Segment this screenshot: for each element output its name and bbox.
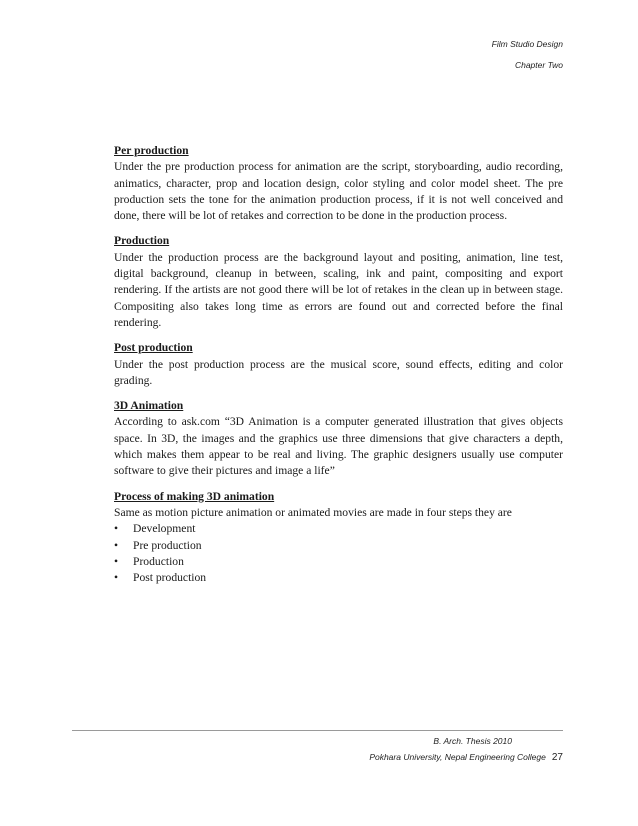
page-number: 27: [551, 752, 563, 763]
bullet-icon: •: [114, 522, 119, 536]
steps-list: [114, 521, 563, 586]
section-paragraph: Under the production process are the background layout and positing, animation, line test, digital background, cleanup in between, scaling, ink and paint, compositing and export rendering. If the artists are not good there will be lot of retakes in the clean up in between stage. Compositing also takes long time as errors are found out and corrected before the final rendering.: [114, 250, 563, 329]
list-item-label: Production: [133, 554, 184, 568]
section-post-production: [114, 340, 563, 389]
section-paragraph: According to ask.com “3D Animation is a computer generated illustration that gives objects space. In 3D, the images and the graphics use three dimensions that give characters a depth, which makes them appear to be real and living. The graphic designers usually use computer software to give their pictures and image a life”: [114, 415, 563, 478]
list-item: [114, 521, 563, 537]
section-paragraph: Same as motion picture animation or animated movies are made in four steps they are: [114, 505, 512, 519]
section-pre-production: [114, 143, 563, 224]
list-item-label: Post production: [133, 571, 207, 585]
section-paragraph: Under the pre production process for animation are the script, storyboarding, audio recording, animatics, character, prop and location design, color styling and color model sheet. The pre production sets the tone for the animation production process, if it is not well conceived and done, there will be lot of retakes and correction to be done in the production process.: [114, 160, 563, 223]
footer-divider: [72, 730, 563, 731]
list-item: [114, 554, 563, 570]
section-heading: Process of making 3D animation: [114, 489, 275, 503]
footer-thesis: B. Arch. Thesis 2010: [433, 736, 512, 746]
footer-university-line: [369, 751, 563, 764]
list-item-label: Pre production: [133, 538, 202, 552]
section-process: [114, 489, 563, 587]
page-body: [114, 143, 563, 595]
bullet-icon: •: [114, 571, 119, 585]
bullet-icon: •: [114, 538, 119, 552]
section-heading: Production: [114, 234, 170, 248]
header-title: Film Studio Design: [491, 39, 563, 49]
footer-university: Pokhara University, Nepal Engineering College: [369, 752, 546, 762]
page-footer: [369, 735, 563, 764]
section-paragraph: Under the post production process are the musical score, sound effects, editing and color grading.: [114, 357, 563, 387]
section-heading: Post production: [114, 341, 193, 355]
list-item: [114, 538, 563, 554]
page-header: [492, 38, 563, 71]
list-item-label: Development: [133, 522, 196, 536]
section-3d-animation: [114, 398, 563, 479]
list-item: [114, 570, 563, 586]
section-production: [114, 233, 563, 331]
header-chapter: Chapter Two: [514, 60, 563, 70]
bullet-icon: •: [114, 554, 119, 568]
section-heading: 3D Animation: [114, 399, 184, 413]
section-heading: Per production: [114, 144, 189, 157]
